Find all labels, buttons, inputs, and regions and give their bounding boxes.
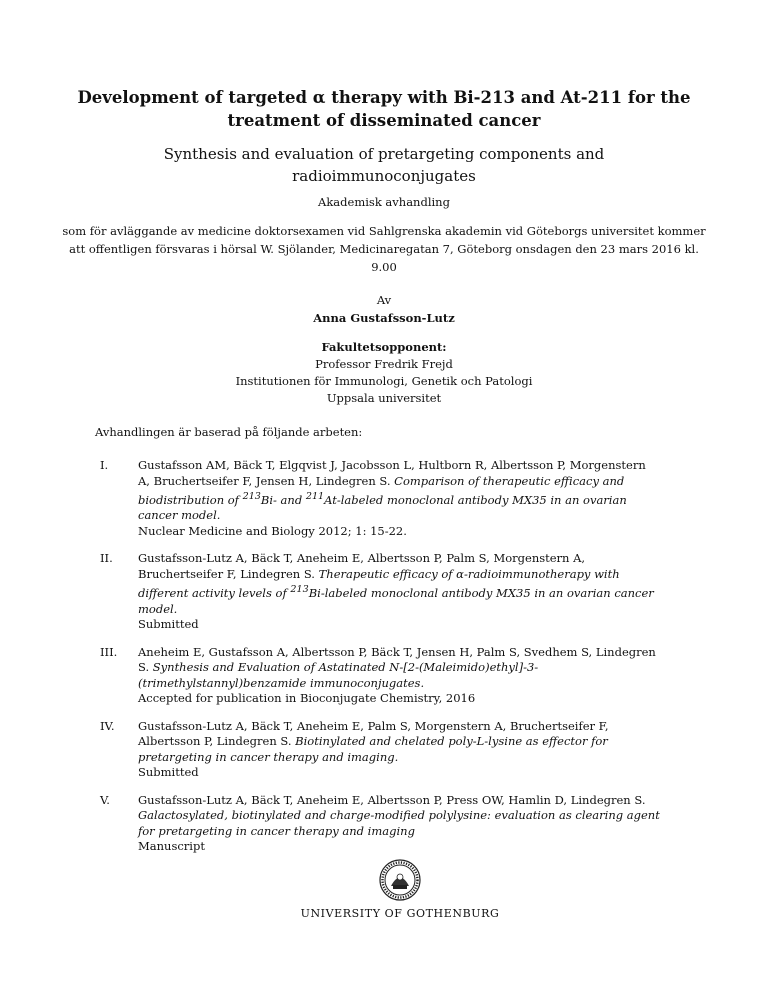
paper-authors: Gustafsson AM, Bäck T, Elgqvist J, Jacobsson L, Hultborn R, Albertsson P, Morgenstern A, Bruchertseifer F, Jensen H, Lindegren S. [138,458,646,488]
thesis-subtitle: Synthesis and evaluation of pretargeting components and radioimmunoconjugates [163,145,605,185]
paper-status: Manuscript [138,839,205,854]
paper-title: Therapeutic efficacy of α-radioimmunotherapy with different activity levels of $^{213}$Bi-labeled monoclonal antibody MX35 in an ovarian cancer model. [138,566,654,616]
paper-number: III. [100,644,118,659]
paper-authors: Aneheim E, Gustafsson A, Albertsson P, Bäck T, Jensen H, Palm S, Svedhem S, Lindegren S. [138,644,656,675]
by-label: Av [376,293,392,307]
paper-title: Comparison of therapeutic efficacy and biodistribution of $^{213}$Bi- and $^{211}$At-labeled monoclonal antibody MX35 in an ovarian cancer model. [138,473,627,523]
paper-authors: Gustafsson-Lutz A, Bäck T, Aneheim E, Albertsson P, Press OW, Hamlin D, Lindegren S. [138,792,646,807]
list-item [100,793,660,855]
thesis-title: Development of targeted α therapy with Bi-213 and At-211 for the treatment of disseminated cancer [77,88,691,130]
author-block [0,291,768,327]
opponent-block [0,339,768,407]
paper-number: I. [100,458,109,472]
list-item [100,551,660,632]
paper-status: Submitted [138,765,199,780]
paper-authors: Gustafsson-Lutz A, Bäck T, Aneheim E, Palm S, Morgenstern A, Bruchertseifer F, Albertsson P, Lindegren S. [138,718,609,749]
paper-status: Submitted [138,617,199,632]
paper-title: Galactosylated, biotinylated and charge-modified polylysine: evaluation as clearing agent for pretargeting in cancer therapy and imaging [138,808,660,838]
paper-title: Biotinylated and chelated poly-L-lysine as effector for pretargeting in cancer therapy and imaging. [138,734,608,764]
university-seal-icon [379,859,421,901]
list-item [100,645,660,707]
opponent-institution: Institutionen för Immunologi, Genetik och Patologi [235,374,533,388]
document-type: Akademisk avhandling [318,195,450,209]
opponent-name: Professor Fredrik Frejd [315,357,453,371]
paper-authors: Gustafsson-Lutz A, Bäck T, Aneheim E, Albertsson P, Palm S, Morgenstern A, Bruchertseifer F, Lindegren S. [138,551,586,581]
paper-number: II. [100,551,113,566]
paper-title: Synthesis and Evaluation of Astatinated N-[2-(Maleimido)ethyl]-3-(trimethylstannyl)benzamide immunoconjugates. [138,660,539,690]
paper-number: V. [100,792,110,807]
paper-status: Accepted for publication in Bioconjugate Chemistry, 2016 [138,691,476,706]
list-item [100,719,660,781]
paper-number: IV. [100,718,115,733]
paper-list [100,458,660,867]
opponent-heading: Fakultetsopponent: [321,340,447,354]
author-name: Anna Gustafsson-Lutz [313,311,455,325]
papers-intro: Avhandlingen är baserad på följande arbeten: [95,425,363,439]
list-item [100,458,660,539]
paper-status: Nuclear Medicine and Biology 2012; 1: 15-22. [138,523,407,538]
defense-details: som för avläggande av medicine doktorsexamen vid Sahlgrenska akademin vid Göteborgs universitet kommer att offentligen försvaras i hörsal W. Sjölander, Medicinaregatan 7, Göteborg onsdagen den 23 mars 2016 kl. 9.00 [62,224,706,274]
opponent-university: Uppsala universitet [326,391,442,405]
university-name: UNIVERSITY OF GOTHENBURG [300,907,500,920]
